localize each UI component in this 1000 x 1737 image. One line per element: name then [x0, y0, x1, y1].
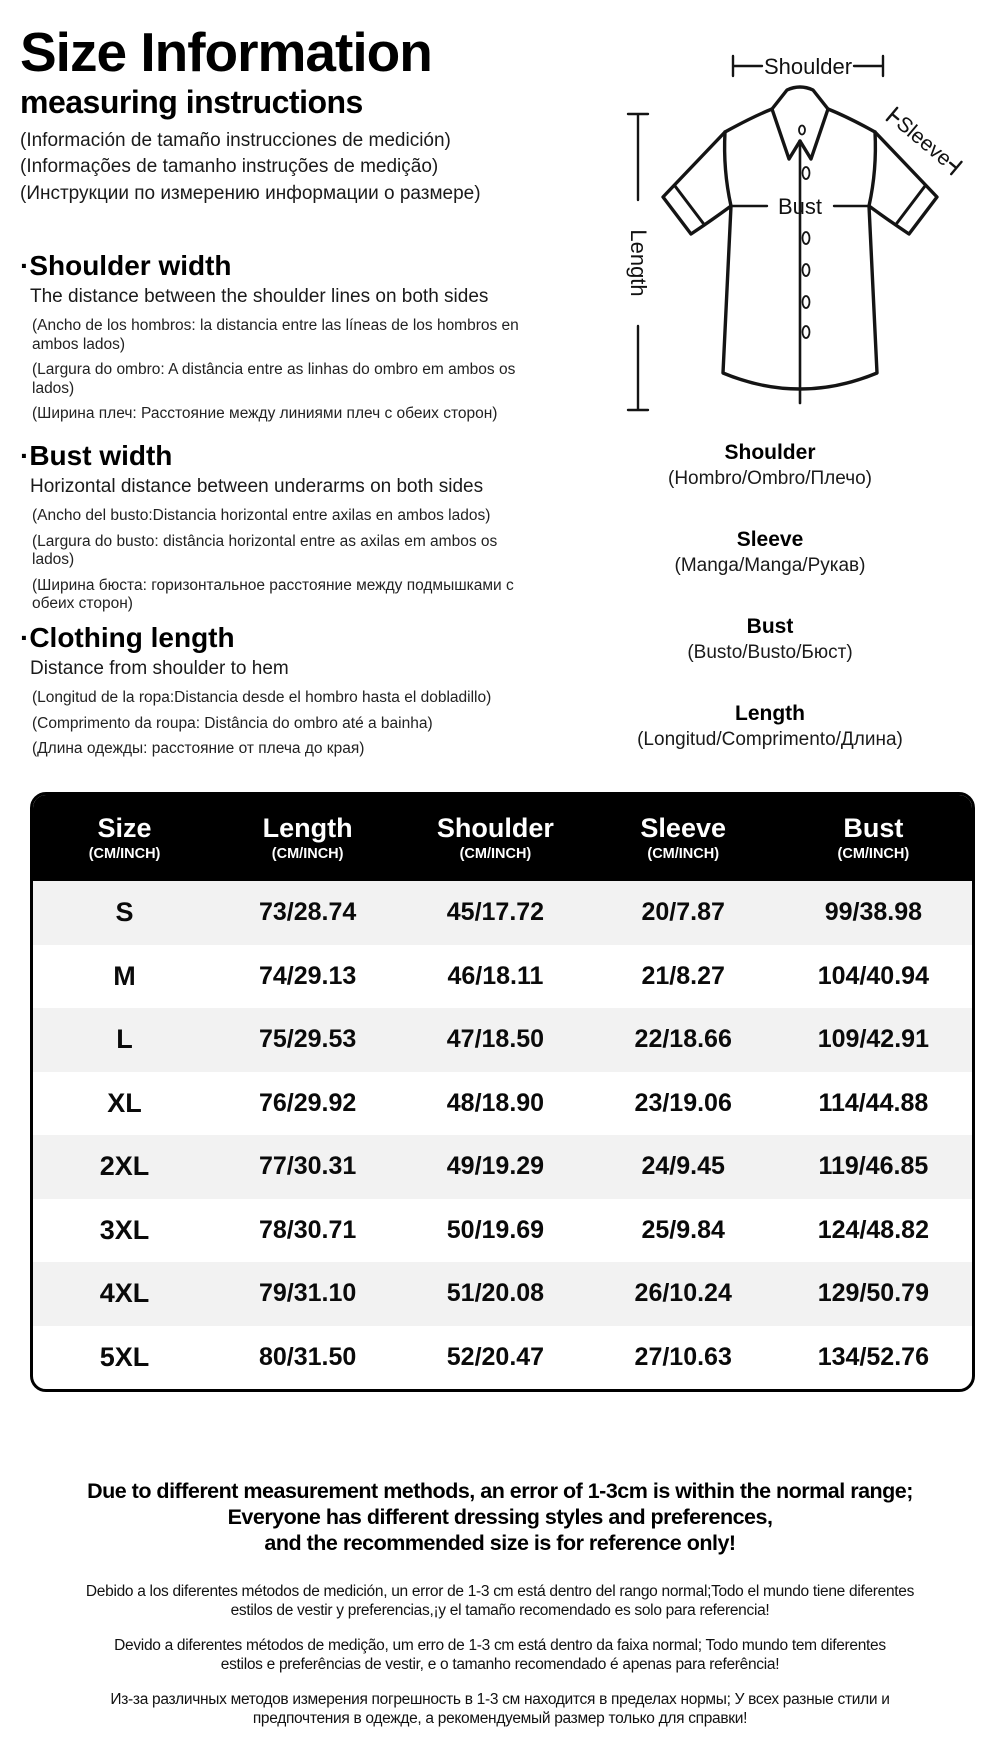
measure-label-translation: (Manga/Manga/Рукав) [674, 555, 866, 577]
measure-label-sleeve [540, 527, 1000, 578]
cell-shoulder: 52/20.47 [446, 1342, 545, 1371]
table-row [33, 945, 972, 1009]
measure-label-name: Shoulder [724, 441, 816, 464]
cell-length: 73/28.74 [258, 898, 357, 927]
cell-size: 2XL [99, 1151, 150, 1182]
subtitle-translations [20, 128, 545, 206]
unit-note: (CM/INCH) [88, 846, 161, 863]
shirt-diagram [540, 20, 1000, 438]
measure-labels [540, 440, 1000, 788]
cell-bust: 114/44.88 [818, 1088, 929, 1117]
cell-shoulder: 49/19.29 [446, 1152, 545, 1181]
cell-bust: 109/42.91 [817, 1025, 929, 1054]
cell-bust: 134/52.76 [817, 1342, 929, 1371]
table-row [33, 881, 972, 945]
cell-size: XL [107, 1087, 142, 1118]
table-row [33, 1072, 972, 1136]
section-translation-ru: (Ширина бюста: горизонтальное расстояние между подмышками с обеих сторон) [32, 576, 514, 613]
cell-bust: 104/40.94 [817, 961, 929, 990]
table-header-bust [775, 814, 972, 863]
table-header-sleeve [592, 814, 775, 863]
size-table [30, 792, 975, 1392]
measure-label-name: Length [735, 701, 805, 725]
section-translation-es: (Ancho de los hombros: la distancia entre las líneas de los hombros en ambos lados) [32, 316, 519, 353]
cell-sleeve: 22/18.66 [634, 1025, 732, 1054]
measure-label-translation: (Longitud/Comprimento/Длина) [637, 729, 903, 750]
cell-sleeve: 23/19.06 [634, 1088, 732, 1117]
diagram-sleeve-label: Sleeve [891, 111, 956, 171]
subtitle-translation-pt: (Informações de tamanho instruções de medição) [20, 156, 439, 178]
section-heading: ·Clothing length [20, 622, 235, 653]
subtitle-translation-ru: (Инструкции по измерению информации о размере) [20, 182, 481, 204]
measure-label-translation: (Hombro/Ombro/Плечо) [668, 468, 872, 490]
cell-length: 78/30.71 [258, 1215, 357, 1244]
disclaimer-es: Debido a los diferentes métodos de medición, un error de 1-3 cm está dentro del rango normal;Todo el mundo tiene diferentes estilos de vestir y preferencias,¡y el tamaño recomendado es solo para referencia! [85, 1582, 915, 1619]
cell-bust: 129/50.79 [817, 1279, 929, 1308]
cell-bust: 119/46.85 [818, 1152, 929, 1181]
cell-size: M [113, 960, 136, 991]
unit-note: (CM/INCH) [837, 846, 910, 863]
page-title: Size Information [20, 21, 432, 83]
cell-size: 3XL [99, 1214, 150, 1245]
section-translation-ru: (Ширина плеч: Расстояние между линиями плеч с обеих сторон) [32, 405, 498, 423]
disclaimer-en-line: Everyone has different dressing styles and preferences, [227, 1505, 773, 1530]
page-subtitle: measuring instructions [20, 83, 363, 120]
section-translation-pt: (Comprimento da roupa: Distância do ombro até a bainha) [32, 714, 433, 732]
column-name: Shoulder [436, 812, 554, 843]
diagram-bust-label: Bust [777, 194, 823, 219]
section-description: Horizontal distance between underarms on both sides [30, 476, 484, 498]
section-translation-pt: (Largura do busto: distância horizontal entre as axilas em ambos os lados) [32, 532, 498, 569]
measure-label-shoulder [540, 440, 1000, 491]
cell-shoulder: 51/20.08 [446, 1279, 545, 1308]
measure-label-name: Sleeve [736, 527, 804, 551]
disclaimer-en [0, 1478, 1000, 1557]
disclaimer [0, 1478, 1000, 1729]
disclaimer-ru: Из-за различных методов измерения погрешность в 1-3 см находится в пределах нормы; У всех разные стили и предпочтения в одежде, а рекомендуемый размер только для справки! [110, 1691, 890, 1728]
size-table-header [33, 795, 972, 881]
disclaimer-en-line: and the recommended size is for reference only! [264, 1531, 736, 1556]
section-description: The distance between the shoulder lines on both sides [30, 286, 489, 308]
subtitle-translation-es: (Información de tamaño instrucciones de medición) [20, 129, 451, 151]
section-translation-es: (Ancho del busto:Distancia horizontal entre axilas en ambos lados) [32, 506, 491, 524]
column-name: Size [97, 812, 152, 843]
cell-sleeve: 21/8.27 [641, 961, 725, 990]
section-bust-width [20, 440, 538, 621]
cell-shoulder: 47/18.50 [446, 1025, 545, 1054]
section-translation-ru: (Длина одежды: расстояние от плеча до края) [32, 740, 365, 758]
cell-length: 79/31.10 [258, 1279, 357, 1308]
cell-shoulder: 46/18.11 [447, 961, 544, 990]
disclaimer-en-line: Due to different measurement methods, an error of 1-3cm is within the normal range; [87, 1479, 913, 1503]
cell-sleeve: 20/7.87 [641, 898, 725, 927]
table-header-length [216, 814, 399, 863]
unit-note: (CM/INCH) [271, 846, 344, 863]
cell-sleeve: 25/9.84 [641, 1215, 725, 1244]
cell-length: 75/29.53 [258, 1025, 357, 1054]
disclaimer-pt: Devido a diferentes métodos de medição, um erro de 1-3 cm está dentro da faixa normal; Todo mundo tem diferentes estilos e preferências de vestir, e o tamanho recomendado é apenas para referência! [114, 1637, 886, 1674]
cell-sleeve: 26/10.24 [634, 1279, 732, 1308]
table-row [33, 1262, 972, 1326]
measure-label-translation: (Busto/Busto/Бюст) [687, 642, 853, 664]
table-row [33, 1199, 972, 1263]
table-header-shoulder [399, 814, 591, 863]
cell-bust: 99/38.98 [824, 898, 923, 927]
measure-label-length [540, 701, 1000, 752]
cell-length: 76/29.92 [258, 1088, 357, 1117]
diagram-shoulder-label: Shoulder [763, 54, 853, 79]
table-header-size [33, 814, 216, 863]
column-name: Sleeve [640, 812, 726, 843]
cell-bust: 124/48.82 [817, 1215, 929, 1244]
section-shoulder-width [20, 250, 538, 431]
section-description: Distance from shoulder to hem [30, 658, 289, 680]
cell-shoulder: 48/18.90 [446, 1088, 545, 1117]
table-row [33, 1135, 972, 1199]
section-heading: ·Bust width [20, 440, 173, 471]
section-clothing-length [20, 622, 538, 766]
cell-sleeve: 24/9.45 [641, 1152, 725, 1181]
column-name: Length [262, 812, 353, 843]
cell-length: 80/31.50 [258, 1342, 357, 1371]
section-heading: ·Shoulder width [20, 250, 232, 281]
cell-size: 4XL [99, 1278, 150, 1309]
shirt-diagram-svg [540, 20, 1000, 438]
cell-shoulder: 45/17.72 [446, 898, 545, 927]
cell-size: S [115, 897, 134, 928]
table-row [33, 1326, 972, 1390]
cell-sleeve: 27/10.63 [634, 1342, 732, 1371]
cell-size: L [116, 1024, 133, 1055]
section-translation-pt: (Largura do ombro: A distância entre as linhas do ombro em ambos os lados) [32, 361, 516, 397]
diagram-length-label: Length [626, 229, 651, 297]
cell-size: 5XL [99, 1341, 150, 1372]
unit-note: (CM/INCH) [647, 846, 720, 863]
cell-length: 74/29.13 [258, 961, 357, 990]
cell-length: 77/30.31 [258, 1152, 357, 1181]
unit-note: (CM/INCH) [459, 846, 532, 863]
section-translation-es: (Longitud de la ropa:Distancia desde el hombro hasta el dobladillo) [32, 688, 492, 706]
cell-shoulder: 50/19.69 [446, 1215, 545, 1244]
column-name: Bust [843, 812, 904, 843]
table-row [33, 1008, 972, 1072]
header [20, 21, 545, 207]
measure-label-name: Bust [746, 614, 794, 638]
measure-label-bust [540, 614, 1000, 665]
